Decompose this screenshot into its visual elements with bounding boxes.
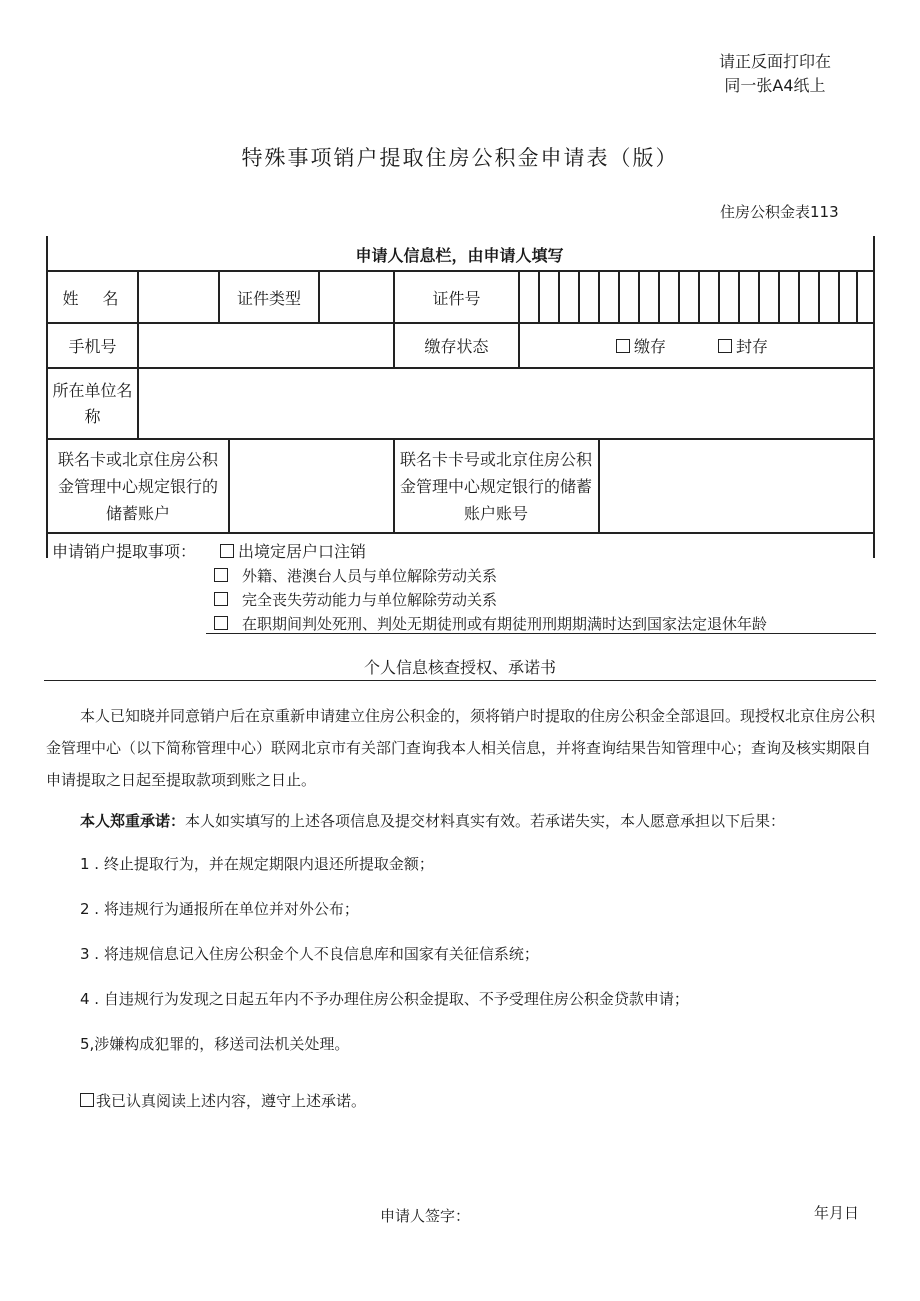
status-option-sealed[interactable] <box>718 324 768 367</box>
matter-option-sentence[interactable] <box>214 613 767 634</box>
bank-card-field[interactable] <box>230 440 393 532</box>
matter-option-label: 外籍、港澳台人员与单位解除劳动关系 <box>242 567 498 585</box>
checkbox-icon <box>214 592 228 606</box>
employer-field[interactable] <box>139 369 872 438</box>
matter-label: 申请销户提取事项： <box>52 542 197 561</box>
pledge-lead: 本人郑重承诺： <box>80 812 186 830</box>
bank-card-number-label: 联名卡卡号或北京住房公积金管理中心规定银行的储蓄账户账号 <box>399 449 592 523</box>
date-label: 年月日 <box>814 1204 860 1222</box>
pledge-item: 4 . 自违规行为发现之日起五年内不予办理住房公积金提取、不予受理住房公积金贷款申请； <box>80 990 689 1008</box>
pledge-paragraph <box>46 805 880 837</box>
bank-card-number-field[interactable] <box>600 440 872 532</box>
employer-label: 所在单位名称 <box>52 380 133 426</box>
print-notice <box>700 50 850 98</box>
pledge-item: 1 . 终止提取行为，并在规定期限内退还所提取金额； <box>80 855 434 873</box>
pledge-item: 5,涉嫌构成犯罪的，移送司法机关处理。 <box>80 1035 350 1053</box>
page-title: 特殊事项销户提取住房公积金申请表（版） <box>241 146 679 170</box>
name-field[interactable] <box>139 272 218 322</box>
confirm-label: 我已认真阅读上述内容，遵守上述承诺。 <box>96 1092 367 1110</box>
checkbox-icon <box>214 568 228 582</box>
matter-option-disability[interactable] <box>214 589 497 610</box>
checkbox-icon <box>214 616 228 630</box>
divider <box>206 633 876 634</box>
confirm-statement[interactable] <box>80 1090 366 1111</box>
consent-title: 个人信息核查授权、承诺书 <box>363 658 556 677</box>
matter-option-label: 完全丧失劳动能力与单位解除劳动关系 <box>242 591 498 609</box>
print-notice-line1: 请正反面打印在 <box>718 52 831 71</box>
phone-field[interactable] <box>139 324 393 367</box>
bank-card-label: 联名卡或北京住房公积金管理中心规定银行的储蓄账户 <box>57 449 218 523</box>
id-number-label: 证件号 <box>432 288 481 308</box>
signature-label: 申请人签字： <box>380 1207 471 1225</box>
matter-option-label: 出境定居户口注销 <box>238 542 367 561</box>
applicant-section-header: 申请人信息栏，由申请人填写 <box>355 245 564 265</box>
checkbox-icon <box>718 339 732 353</box>
status-option-label: 封存 <box>736 337 769 356</box>
phone-label: 手机号 <box>68 337 117 356</box>
status-option-deposit[interactable] <box>616 324 666 367</box>
pledge-text: 本人如实填写的上述各项信息及提交材料真实有效。若承诺失实，本人愿意承担以下后果： <box>185 812 786 830</box>
matter-option-foreign[interactable] <box>214 565 497 586</box>
id-type-label: 证件类型 <box>236 288 301 308</box>
pledge-item: 3 . 将违规信息记入住房公积金个人不良信息库和国家有关征信系统； <box>80 945 539 963</box>
authorization-text: 本人已知晓并同意销户后在京重新申请建立住房公积金的，须将销户时提取的住房公积金全部退回。现授权北京住房公积金管理中心（以下简称管理中心）联网北京市有关部门查询我本人相关信息，并将查询结果告知管理中心；查询及核实期限自申请提取之日起至提取款项到账之日止。 <box>46 707 876 789</box>
matter-option-emigration[interactable] <box>220 539 366 562</box>
print-notice-line2: 同一张A4纸上 <box>724 76 826 95</box>
deposit-status-label: 缴存状态 <box>424 337 489 356</box>
form-number: 住房公积金表113 <box>720 203 839 221</box>
pledge-item: 2 . 将违规行为通报所在单位并对外公布； <box>80 900 359 918</box>
checkbox-icon <box>616 339 630 353</box>
name-label: 姓 名 <box>62 288 123 308</box>
id-type-field[interactable] <box>320 272 393 322</box>
checkbox-icon <box>80 1093 94 1107</box>
status-option-label: 缴存 <box>634 337 667 356</box>
divider <box>44 680 876 681</box>
id-number-field[interactable] <box>520 272 872 322</box>
checkbox-icon <box>220 544 234 558</box>
matter-option-label: 在职期间判处死刑、判处无期徒刑或有期徒刑刑期期满时达到国家法定退休年龄 <box>242 615 768 633</box>
